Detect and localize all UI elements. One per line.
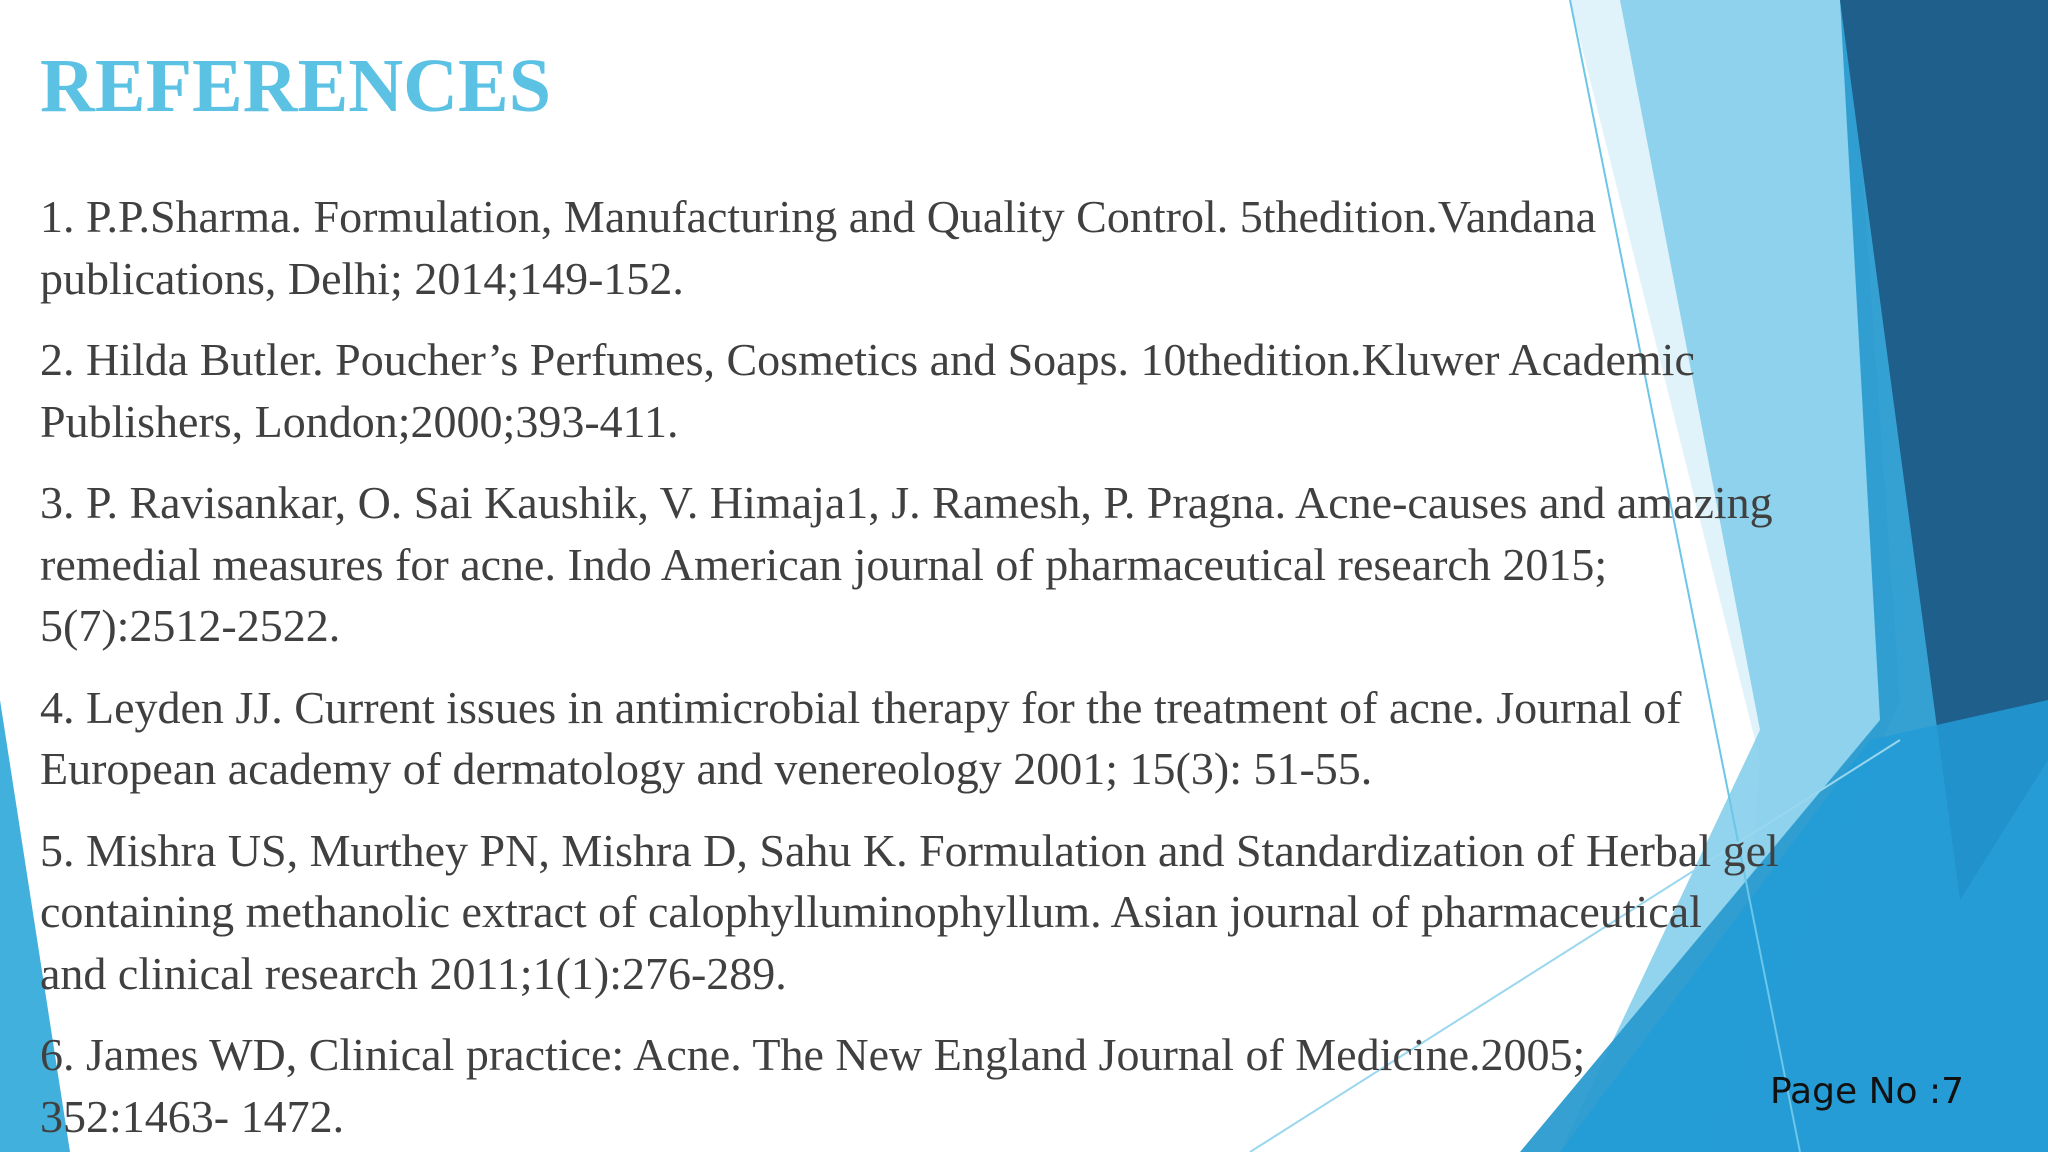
reference-item: 4. Leyden JJ. Current issues in antimicrobial therapy for the treatment of acne. Journal of European academy of dermatology and venereology 2001; 15(3): 51-55. <box>40 681 1682 794</box>
page-number: Page No :7 <box>1769 1071 1964 1112</box>
reference-item: 6. James WD, Clinical practice: Acne. The New England Journal of Medicine.2005; 352:1463- 1472. <box>40 1029 1586 1142</box>
reference-item: 3. P. Ravisankar, O. Sai Kaushik, V. Himaja1, J. Ramesh, P. Pragna. Acne-causes and amazing remedial measures for acne. Indo American journal of pharmaceutical research 2015; 5(7):2512-2522. <box>40 477 1773 651</box>
slide-title: REFERENCES <box>40 44 551 128</box>
reference-item: 2. Hilda Butler. Poucher’s Perfumes, Cosmetics and Soaps. 10thedition.Kluwer Academic Publishers, London;2000;393-411. <box>40 334 1695 447</box>
reference-item: 5. Mishra US, Murthey PN, Mishra D, Sahu K. Formulation and Standardization of Herbal gel containing methanolic extract of calophylluminophyllum. Asian journal of pharmaceutical and clinical research 2011;1(1):276-289. <box>40 824 1779 999</box>
reference-item: 1. P.P.Sharma. Formulation, Manufacturing and Quality Control. 5thedition.Vandana publications, Delhi; 2014;149-152. <box>40 191 1597 304</box>
reference-list <box>40 186 2000 1152</box>
